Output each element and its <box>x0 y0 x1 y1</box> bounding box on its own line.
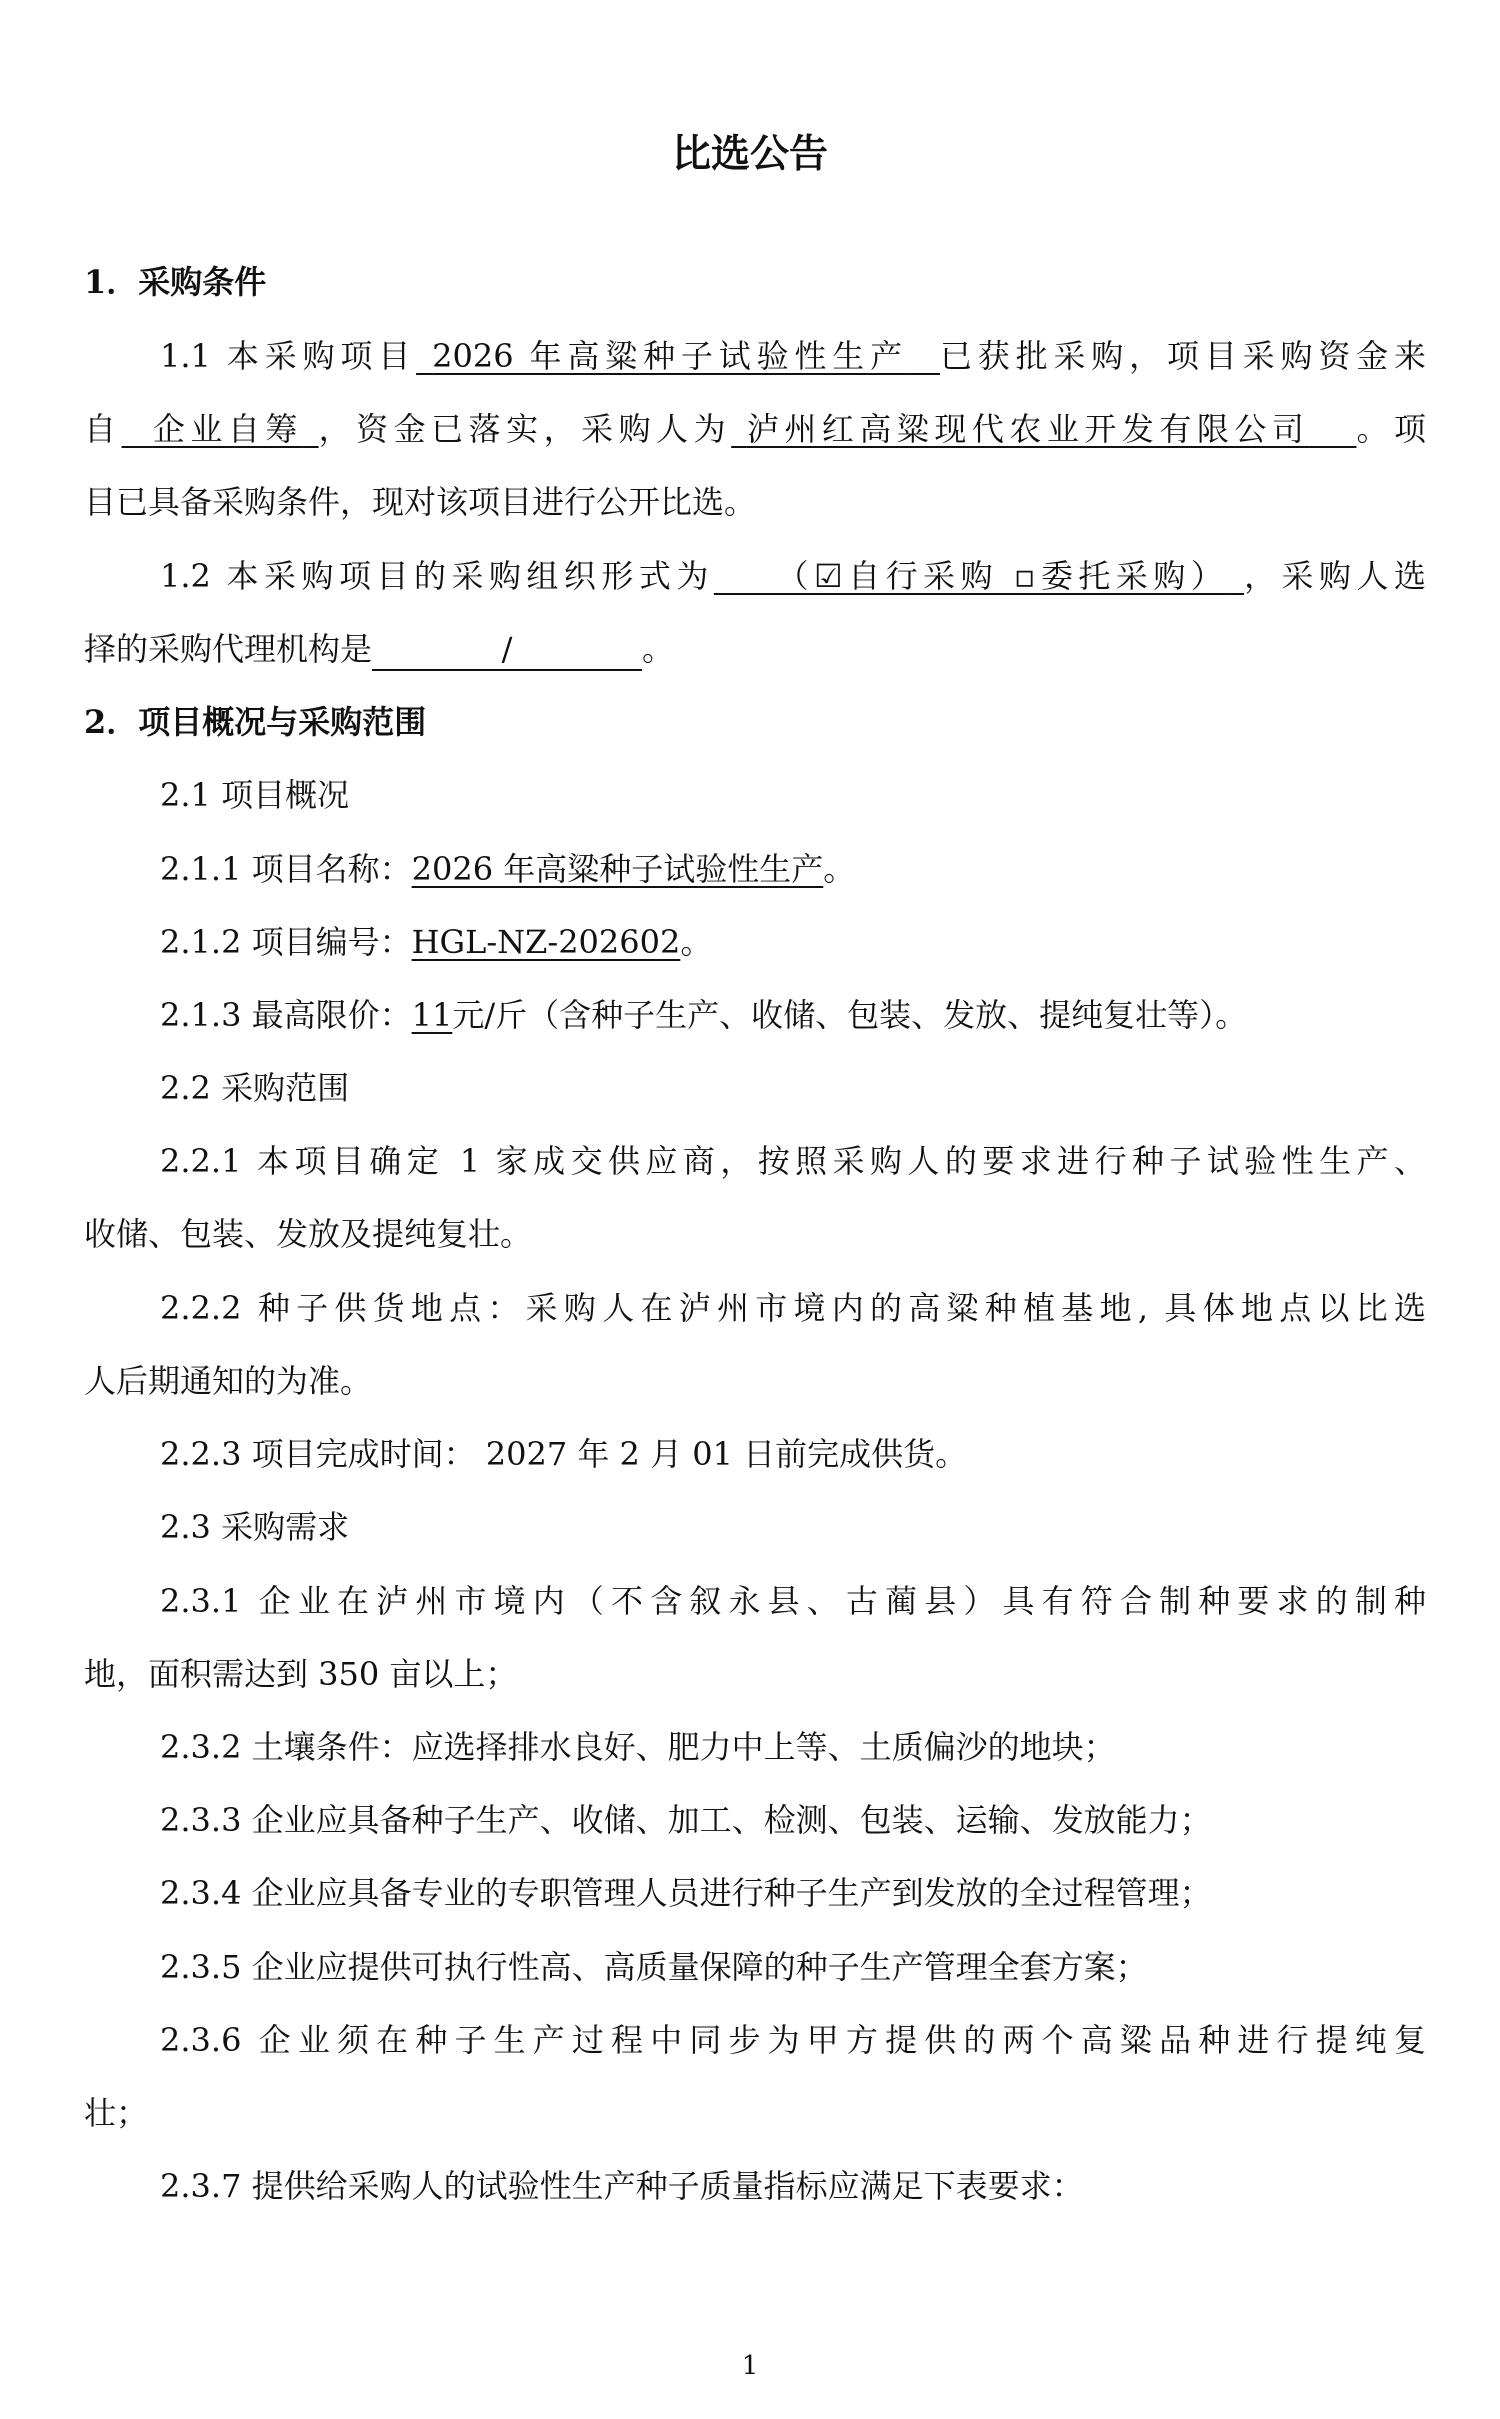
text-segment: 。 <box>823 850 856 888</box>
item-2-3-5: 2.3.5 企业应提供可执行性高、高质量保障的种子生产管理全套方案； <box>160 1948 1148 1986</box>
max-price-value: 11 <box>411 996 453 1034</box>
paragraph-1-1-line-3: 目已具备采购条件，现对该项目进行公开比选。 <box>84 483 757 521</box>
text-segment: 元/斤（含种子生产、收储、包装、发放、提纯复壮等）。 <box>452 996 1248 1034</box>
item-2-3-7: 2.3.7 提供给采购人的试验性生产种子质量指标应满足下表要求： <box>160 2167 1084 2205</box>
subsection-2-3: 2.3 采购需求 <box>160 1508 350 1546</box>
item-2-3-6-line-2: 壮； <box>84 2094 149 2132</box>
text-segment: 1.1 本采购项目 <box>160 337 417 375</box>
page-number: 1 <box>741 2351 759 2381</box>
project-name-value: 2026 年高粱种子试验性生产 <box>411 850 824 888</box>
item-2-3-2: 2.3.2 土壤条件：应选择排水良好、肥力中上等、土质偏沙的地块； <box>160 1728 1116 1766</box>
item-2-3-3: 2.3.3 企业应具备种子生产、收储、加工、检测、包装、运输、发放能力； <box>160 1801 1212 1839</box>
page-title: 比选公告 <box>671 131 828 177</box>
item-2-2-1-line-2: 收储、包装、发放及提纯复壮。 <box>84 1215 533 1253</box>
section-2-heading: 2．项目概况与采购范围 <box>84 703 427 741</box>
procurement-form-underlined <box>714 557 1244 595</box>
agency-value: / <box>501 630 513 668</box>
text-segment: 。 <box>680 923 713 961</box>
item-label: 2.1.1 项目名称： <box>160 850 412 888</box>
item-2-1-2 <box>160 918 1426 966</box>
project-number-value: HGL-NZ-202602 <box>411 923 681 961</box>
subsection-2-1: 2.1 项目概况 <box>160 776 350 814</box>
item-2-2-2-line-1: 2.2.2 种子供货地点：采购人在泸州市境内的高粱种植基地, 具体地点以比选 <box>160 1289 1426 1327</box>
item-2-1-3 <box>160 991 1426 1039</box>
agency-blank <box>372 629 642 671</box>
text-segment: 已获批采购，项目采购资金来 <box>939 337 1426 375</box>
text-segment: 。 <box>642 630 675 668</box>
item-2-2-1-line-1: 2.2.1 本项目确定 1 家成交供应商，按照采购人的要求进行种子试验性生产、 <box>160 1142 1426 1180</box>
text-segment: ，采购人选 <box>1244 557 1426 595</box>
text-segment: 1.2 本采购项目的采购组织形式为 <box>160 557 714 595</box>
item-label: 2.1.2 项目编号： <box>160 923 412 961</box>
buyer-value: 泸州红高粱现代农业开发有限公司 <box>746 410 1310 448</box>
item-2-3-1-line-2: 地，面积需达到 350 亩以上； <box>84 1655 518 1693</box>
paragraph-1-1-line-2 <box>84 405 1426 453</box>
item-2-2-3: 2.2.3 项目完成时间： 2027 年 2 月 01 日前完成供货。 <box>160 1435 968 1473</box>
paragraph-1-2-line-2 <box>84 625 1426 673</box>
subsection-2-2: 2.2 采购范围 <box>160 1069 350 1107</box>
project-name-value: 2026 年高粱种子试验性生产 <box>432 337 908 375</box>
text-segment: ，资金已落实，采购人为 <box>318 410 732 448</box>
text-segment: 自 <box>84 410 122 448</box>
item-2-2-2-line-2: 人后期通知的为准。 <box>84 1362 373 1400</box>
text-segment: 。项 <box>1356 410 1426 448</box>
paragraph-1-1-line-1 <box>160 332 1426 380</box>
project-name-underlined <box>416 337 940 375</box>
section-1-heading: 1．采购条件 <box>84 263 267 301</box>
fund-source-underlined <box>122 410 319 448</box>
procurement-form-value: （☑自行采购 ▫委托采购） <box>776 557 1229 595</box>
text-segment: 择的采购代理机构是 <box>84 630 373 668</box>
item-2-3-6-line-1: 2.3.6 企业须在种子生产过程中同步为甲方提供的两个高粱品种进行提纯复 <box>160 2021 1426 2059</box>
item-2-3-4: 2.3.4 企业应具备专业的专职管理人员进行种子生产到发放的全过程管理； <box>160 1874 1212 1912</box>
fund-source-value: 企业自筹 <box>152 410 303 448</box>
item-label: 2.1.3 最高限价： <box>160 996 412 1034</box>
buyer-underlined <box>731 410 1356 448</box>
paragraph-1-2-line-1 <box>160 552 1426 600</box>
item-2-1-1 <box>160 845 1426 893</box>
item-2-3-1-line-1: 2.3.1 企业在泸州市境内（不含叙永县、古蔺县）具有符合制种要求的制种 <box>160 1582 1426 1620</box>
